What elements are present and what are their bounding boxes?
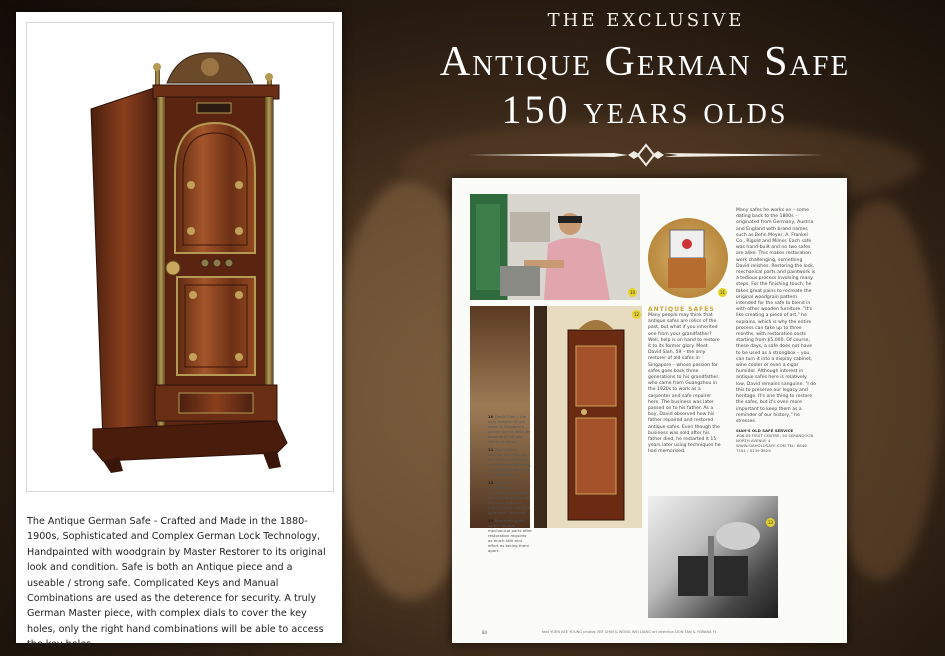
credits-text: text YUEN KEE YOUNG photos VEE CHIN & WONG WEI LIANG art direction DON TAN & YORANA FI bbox=[542, 630, 716, 634]
description-text: The Antique German Safe - Crafted and Made in the 1880-1900s, Sophisticated and Complex German Lock Technology, Handpainted with woodgrain by Master Restorer to its original look and condition. Safe is both an Antique piece and a useable / strong safe. Complicated Keys and Manual Combinations are used as the deterence for security. A truly German Master piece, with complex dials to cover the key holes, only the right hand combinations will be able to access the key holes. bbox=[27, 516, 326, 651]
photo-credits bbox=[542, 630, 716, 634]
article-column-2 bbox=[736, 208, 816, 453]
safe-photo bbox=[26, 22, 334, 492]
caption-text: The tedious process of restoring the safe's paintwork includes sandblasting, touching up, painting and varnishing. bbox=[488, 447, 532, 477]
restorer-figure bbox=[470, 194, 640, 300]
caption-number: 10 bbox=[488, 414, 494, 419]
article-body-1: Many people may think that antique safes are relics of the past, but what if you inherited one from your grandfather? Well, help is on hand to restore it to its former glory. Meet David Siah, 59 – the only restorer of old safes in Singapore – whose passion for safes goes back three generations to his grandfather, who came from Guangzhou in the 1920s to work as a carpenter and safe repairer here. The business was later passed on to his father. As a boy, David observed how his father repaired and restored antique safes. Even though the business was sold after his father died, he restarted it 15 years later using techniques he had memorised. bbox=[648, 313, 721, 455]
tall-safe-illustration bbox=[534, 306, 642, 528]
photo-number-badge: 12 bbox=[633, 312, 640, 317]
caption-10 bbox=[488, 414, 532, 444]
caption-12 bbox=[488, 480, 532, 515]
header-kicker: THE EXCLUSIVE bbox=[547, 10, 745, 31]
caption-11 bbox=[488, 447, 532, 477]
article-body-2: Many safes he works on – some dating back to the 1800s – originated from Germany, Austria and England with brand names such as Behn Meyer, A. Frankel Co., Rigold and Milner. Each safe was hand-built and no two safes are alike. This makes restoration work challenging, something David relishes. Restoring the lock, mechanical parts and paintwork is a tedious process involving many steps. For the finishing touch, he takes great pains to recreate the original woodgrain pattern intended for the safe to blend in with other wooden furniture. "It's like creating a piece of art," he explains, which is why the entire process can take up to three months, with restoration costs starting from $5,000. Of course, these days, a safe does not have to be used as a strongbox – you can turn it into a display cabinet, wine cooler or even a cigar humidor. Although interest in antique safes here is relatively low, David remains sanguine. "I do this to preserve our legacy and heritage. It's one thing to restore the safes, but it's even more important to keep them as a reminder of our history," he stresses. bbox=[736, 208, 816, 424]
lock-mechanism-illustration bbox=[648, 496, 778, 618]
antique-safe-illustration bbox=[27, 23, 333, 491]
caption-column bbox=[488, 414, 532, 553]
page-number: 84 bbox=[482, 630, 488, 635]
ornamental-divider bbox=[464, 143, 828, 167]
photo-assembling-parts bbox=[648, 496, 778, 618]
caption-text: David painstakingly recreated the original woodgrain pattern on this 125-year-old Julius Schuler antique safe from Germany. bbox=[488, 480, 531, 515]
article-column-1 bbox=[648, 306, 722, 456]
page-title-line2: 150 years olds bbox=[501, 87, 789, 132]
photo-number-badge: 11 bbox=[719, 290, 726, 295]
small-safe-icon bbox=[648, 218, 728, 298]
photo-tall-safe bbox=[534, 306, 642, 528]
caption-number: 13 bbox=[488, 518, 494, 523]
section-heading: ANTIQUE SAFES bbox=[648, 306, 715, 313]
product-description bbox=[27, 514, 333, 653]
magazine-page bbox=[452, 178, 847, 643]
photo-number-badge: 13 bbox=[767, 520, 774, 525]
product-card bbox=[16, 12, 342, 651]
caption-number: 11 bbox=[488, 447, 494, 452]
contact-title: SIAH'S OLD SAFE SERVICE bbox=[736, 428, 794, 434]
contact-details: #06-09 FIRST CENTRE, 50 SERANGOON NORTH AVENUE 4 WWW.SIAHOLDSAFE.COM TEL: 6846 7161 / 9139 3829 bbox=[736, 433, 814, 454]
caption-text: David Siah – the only restorer of old safes in Singapore – picked up his skills by observing his late father at work. bbox=[488, 414, 531, 444]
photo-number-badge: 10 bbox=[629, 290, 636, 295]
caption-number: 12 bbox=[488, 480, 494, 485]
caption-13 bbox=[488, 518, 532, 553]
photo-small-safe-circle bbox=[648, 218, 728, 298]
page-title-line1: Antique German Safe bbox=[439, 39, 851, 85]
photo-restorer-at-work bbox=[470, 194, 640, 300]
caption-text: Assembling the safe's various mechanical parts after restoration requires as much skill and effort as taking them apart. bbox=[488, 518, 533, 553]
